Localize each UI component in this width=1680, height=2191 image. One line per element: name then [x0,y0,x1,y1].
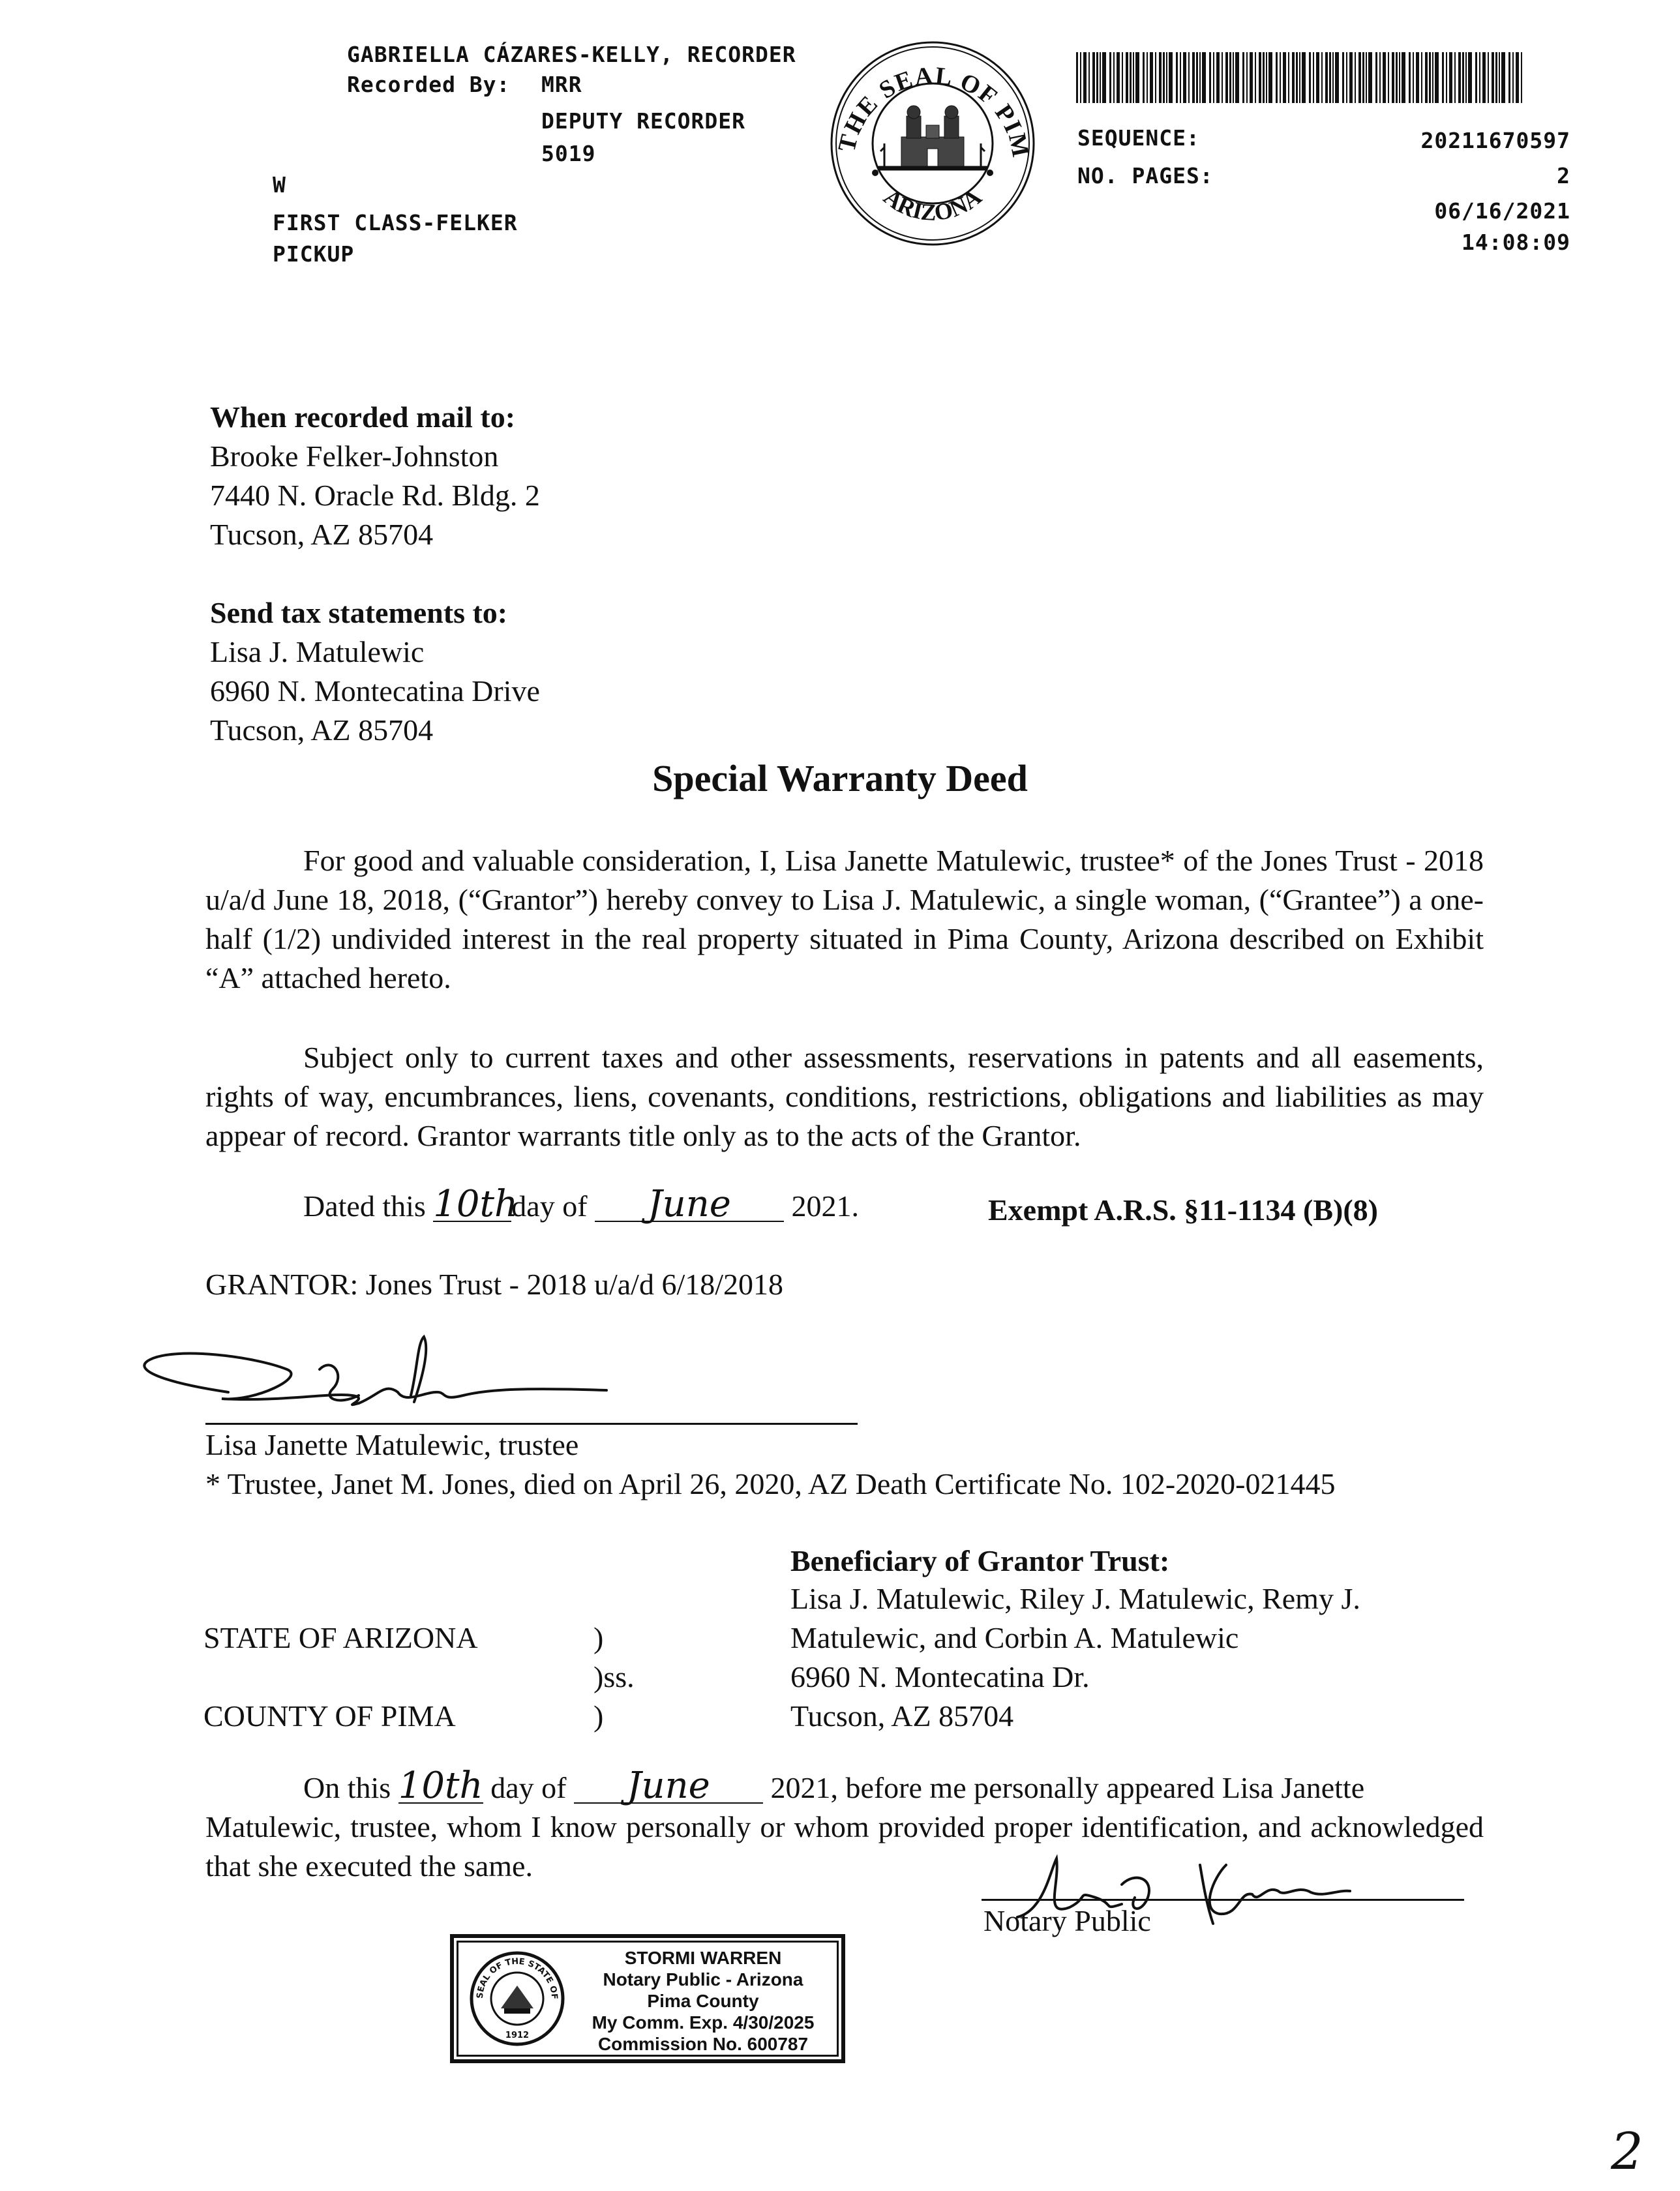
mail-to-name: Brooke Felker-Johnston [210,440,499,473]
ack-rest-line-1: 2021, before me personally appeared Lisa Janette [770,1771,1365,1804]
barcode-bar [1425,52,1428,103]
barcode-bar [1166,52,1167,103]
barcode-bar [1209,52,1211,103]
dated-month-handwritten: June [595,1188,784,1222]
barcode-bar [1409,52,1411,103]
tax-to-street: 6960 N. Montecatina Drive [210,674,540,708]
barcode-bar [1302,52,1306,103]
notary-stamp-title: Notary Public - Arizona [603,1969,803,1990]
recorded-by-label: Recorded By: [347,72,511,97]
pages-label: NO. PAGES: [1077,163,1214,188]
venue-county: COUNTY OF PIMA [203,1699,456,1733]
barcode-bar [1313,52,1314,103]
notary-label: Notary Public [983,1904,1151,1937]
barcode-bar [1216,52,1220,103]
dated-line [303,1183,860,1226]
barcode-bar [1355,52,1356,103]
barcode-bar [1192,52,1195,103]
beneficiary-line-3: 6960 N. Montecatina Dr. [790,1660,1090,1693]
barcode-bar [1096,52,1098,103]
pickup-label: PICKUP [273,241,355,267]
barcode-bar [1316,52,1319,103]
barcode-bar [1332,52,1334,103]
dated-day-of: day of [511,1189,588,1223]
barcode-bar [1442,52,1444,103]
barcode-bar [1321,52,1323,103]
state-seal-year: 1912 [505,2031,530,2040]
barcode-bar [1246,52,1248,103]
notary-signature-line [982,1899,1464,1901]
barcode-bar [1283,52,1286,103]
barcode-bar [1143,52,1145,103]
barcode-bar [1250,52,1253,103]
notary-stamp-county: Pima County [647,1991,759,2011]
tax-to-city: Tucson, AZ 85704 [210,713,434,747]
barcode-bar [1135,52,1139,103]
barcode-bar [1259,52,1261,103]
barcode-bar [1446,52,1447,103]
barcode-bar [1169,52,1173,103]
recording-time: 14:08:09 [1462,230,1570,255]
document-title: Special Warranty Deed [652,757,1028,799]
code-w: W [273,172,286,198]
barcode-bar [1183,52,1186,103]
barcode-bar [1508,52,1510,103]
barcode-bar [1342,52,1344,103]
seal-top-text: THE SEAL OF PIMA COUNTY [818,18,1035,161]
barcode-bar [1416,52,1419,103]
barcode-bar [1263,52,1265,103]
recording-date: 06/16/2021 [1434,198,1570,224]
sequence-value: 20211670597 [1420,128,1570,153]
grantor-signature-line [205,1423,858,1425]
mail-to-street: 7440 N. Oracle Rd. Bldg. 2 [210,479,540,512]
deputy-title: DEPUTY RECORDER [541,108,746,134]
barcode-bar [1102,52,1106,103]
beneficiary-line-1: Lisa J. Matulewic, Riley J. Matulewic, Remy J. [790,1582,1360,1615]
barcode-bar [1388,52,1389,103]
barcode-bar [1309,52,1311,103]
barcode-bar [1159,52,1162,103]
signer-name: Lisa Janette Matulewic, trustee [205,1428,579,1461]
barcode-bar [1495,52,1497,103]
barcode-bar [1402,52,1405,103]
barcode-bar [1076,52,1078,103]
barcode-bar [1465,52,1467,103]
county-seal [818,18,1037,248]
ack-day-of: day of [490,1771,567,1804]
delivery-method: FIRST CLASS-FELKER [273,210,518,235]
barcode-bar [1458,52,1461,103]
barcode-bar [1268,52,1272,103]
barcode-bar [1235,52,1239,103]
barcode-bar [1222,52,1223,103]
barcode-bar [1475,52,1477,103]
seal-bottom-text: ARIZONA [878,183,987,226]
tax-to-heading: Send tax statements to: [210,596,508,629]
venue-ss: )ss. [593,1660,635,1693]
document-barcode [1076,52,1526,103]
barcode-bar [1375,52,1377,103]
barcode-bar [1155,52,1156,103]
barcode-bar [1180,52,1181,103]
notary-stamp-expiry: My Comm. Exp. 4/30/2025 [592,2012,815,2033]
ack-month-handwritten: June [574,1770,763,1804]
barcode-bar [1213,52,1214,103]
barcode-bar [1133,52,1134,103]
beneficiary-heading: Beneficiary of Grantor Trust: [790,1544,1170,1577]
barcode-bar [1122,52,1123,103]
acknowledgment-body: Matulewic, trustee, whom I know personally or whom provided proper identification, and acknowledged that she executed the same. [205,1810,1484,1883]
barcode-bar [1150,52,1153,103]
barcode-bar [1288,52,1289,103]
barcode-bar [1479,52,1480,103]
barcode-bar [1100,52,1101,103]
barcode-bar [1366,52,1367,103]
barcode-bar [1276,52,1278,103]
barcode-bar [1188,52,1190,103]
conveyance-paragraph: For good and valuable consideration, I, Lisa Janette Matulewic, trustee* of the Jones Trust - 2018 u/a/d June 18, 2018, (“Grantor”) hereby convey to Lisa J. Matulewic, a single woman, (“Grantee”) a one-half (1/2) undivided interest in the real property situated in Pima County, Arizona described on Exhibit “A” attached hereto. [205,844,1484,994]
barcode-bar [1521,52,1522,103]
barcode-bar [1449,52,1452,103]
mail-to-city: Tucson, AZ 85704 [210,518,434,551]
barcode-bar [1266,52,1267,103]
beneficiary-line-4: Tucson, AZ 85704 [790,1699,1014,1733]
notary-stamp-name: STORMI WARREN [624,1948,782,1968]
mission-building-icon [878,106,987,170]
barcode-bar [1147,52,1148,103]
beneficiary-line-2: Matulewic, and Corbin A. Matulewic [790,1621,1239,1654]
ack-day-handwritten: 10th [398,1765,483,1807]
ack-prefix: On this [303,1771,391,1804]
barcode-bar [1379,52,1381,103]
grantor-line: GRANTOR: Jones Trust - 2018 u/a/d 6/18/2018 [205,1268,784,1301]
recorded-by-value: MRR [541,72,582,97]
dated-year: 2021. [791,1189,860,1223]
exempt-citation: Exempt A.R.S. §11-1134 (B)(8) [988,1193,1378,1227]
page-number: 2 [1611,2123,1643,2181]
barcode-bar [1432,52,1433,103]
barcode-bar [1233,52,1234,103]
barcode-bar [1362,52,1364,103]
barcode-bar [1516,52,1519,103]
barcode-bar [1329,52,1331,103]
barcode-bar [1109,52,1111,103]
barcode-bar [1242,52,1244,103]
barcode-bar [1368,52,1372,103]
barcode-bar [1462,52,1464,103]
barcode-bar [1454,52,1456,103]
barcode-bar [1092,52,1095,103]
barcode-bar [1335,52,1339,103]
barcode-bar [1429,52,1431,103]
barcode-bar [1299,52,1300,103]
notary-stamp [450,1934,845,2063]
barcode-bar [1117,52,1120,103]
barcode-bar [1292,52,1295,103]
dated-prefix: Dated this [303,1189,426,1223]
barcode-bar [1512,52,1514,103]
barcode-bar [1482,52,1486,103]
barcode-bar [1083,52,1087,103]
barcode-bar [1399,52,1400,103]
barcode-bar [1492,52,1494,103]
barcode-bar [1202,52,1206,103]
barcode-bar [1199,52,1201,103]
mail-to-heading: When recorded mail to: [210,400,516,434]
pages-value: 2 [1557,163,1570,188]
svg-text:ARIZONA [879,183,987,226]
barcode-bar [1392,52,1394,103]
barcode-bar [1435,52,1439,103]
state-seal-text: SEAL OF THE STATE OF ARIZONA [464,1943,560,2000]
barcode-bar [1229,52,1231,103]
barcode-bar [1421,52,1422,103]
barcode-bar [1080,52,1081,103]
barcode-bar [1349,52,1353,103]
barcode-bar [1383,52,1386,103]
subject-to-paragraph: Subject only to current taxes and other assessments, reservations in patents and all easements, rights of way, encumbrances, liens, covenants, conditions, restrictions, obligations and liabilities as may appear of record. Grantor warrants title only as to the acts of the Grantor. [205,1041,1484,1152]
barcode-bar [1358,52,1361,103]
dated-day-handwritten: 10th [433,1183,518,1225]
barcode-bar [1255,52,1256,103]
barcode-bar [1163,52,1165,103]
barcode-bar [1126,52,1128,103]
barcode-bar [1325,52,1328,103]
sequence-label: SEQUENCE: [1077,125,1200,151]
barcode-bar [1488,52,1489,103]
venue-paren-1: ) [593,1621,604,1654]
barcode-bar [1113,52,1115,103]
tax-to-name: Lisa J. Matulewic [210,635,425,668]
venue-paren-2: ) [593,1699,604,1733]
barcode-bar [1396,52,1398,103]
barcode-bar [1501,52,1505,103]
barcode-bar [1499,52,1500,103]
barcode-bar [1346,52,1347,103]
barcode-bar [1296,52,1298,103]
venue-state: STATE OF ARIZONA [203,1621,478,1654]
trustee-footnote: * Trustee, Janet M. Jones, died on April 26, 2020, AZ Death Certificate No. 102-2020-021445 [205,1467,1336,1500]
barcode-bar [1280,52,1281,103]
barcode-bar [1468,52,1472,103]
deputy-number: 5019 [541,141,596,166]
barcode-bar [1088,52,1090,103]
barcode-bar [1130,52,1132,103]
barcode-bar [1176,52,1178,103]
barcode-bar [1225,52,1228,103]
state-seal-icon [464,1943,566,2048]
recorder-name: GABRIELLA CÁZARES-KELLY, RECORDER [347,42,796,67]
notary-stamp-commission: Commission No. 600787 [597,2034,809,2054]
barcode-bar [1196,52,1198,103]
acknowledgment-first-line [303,1765,1365,1808]
barcode-bar [1413,52,1414,103]
